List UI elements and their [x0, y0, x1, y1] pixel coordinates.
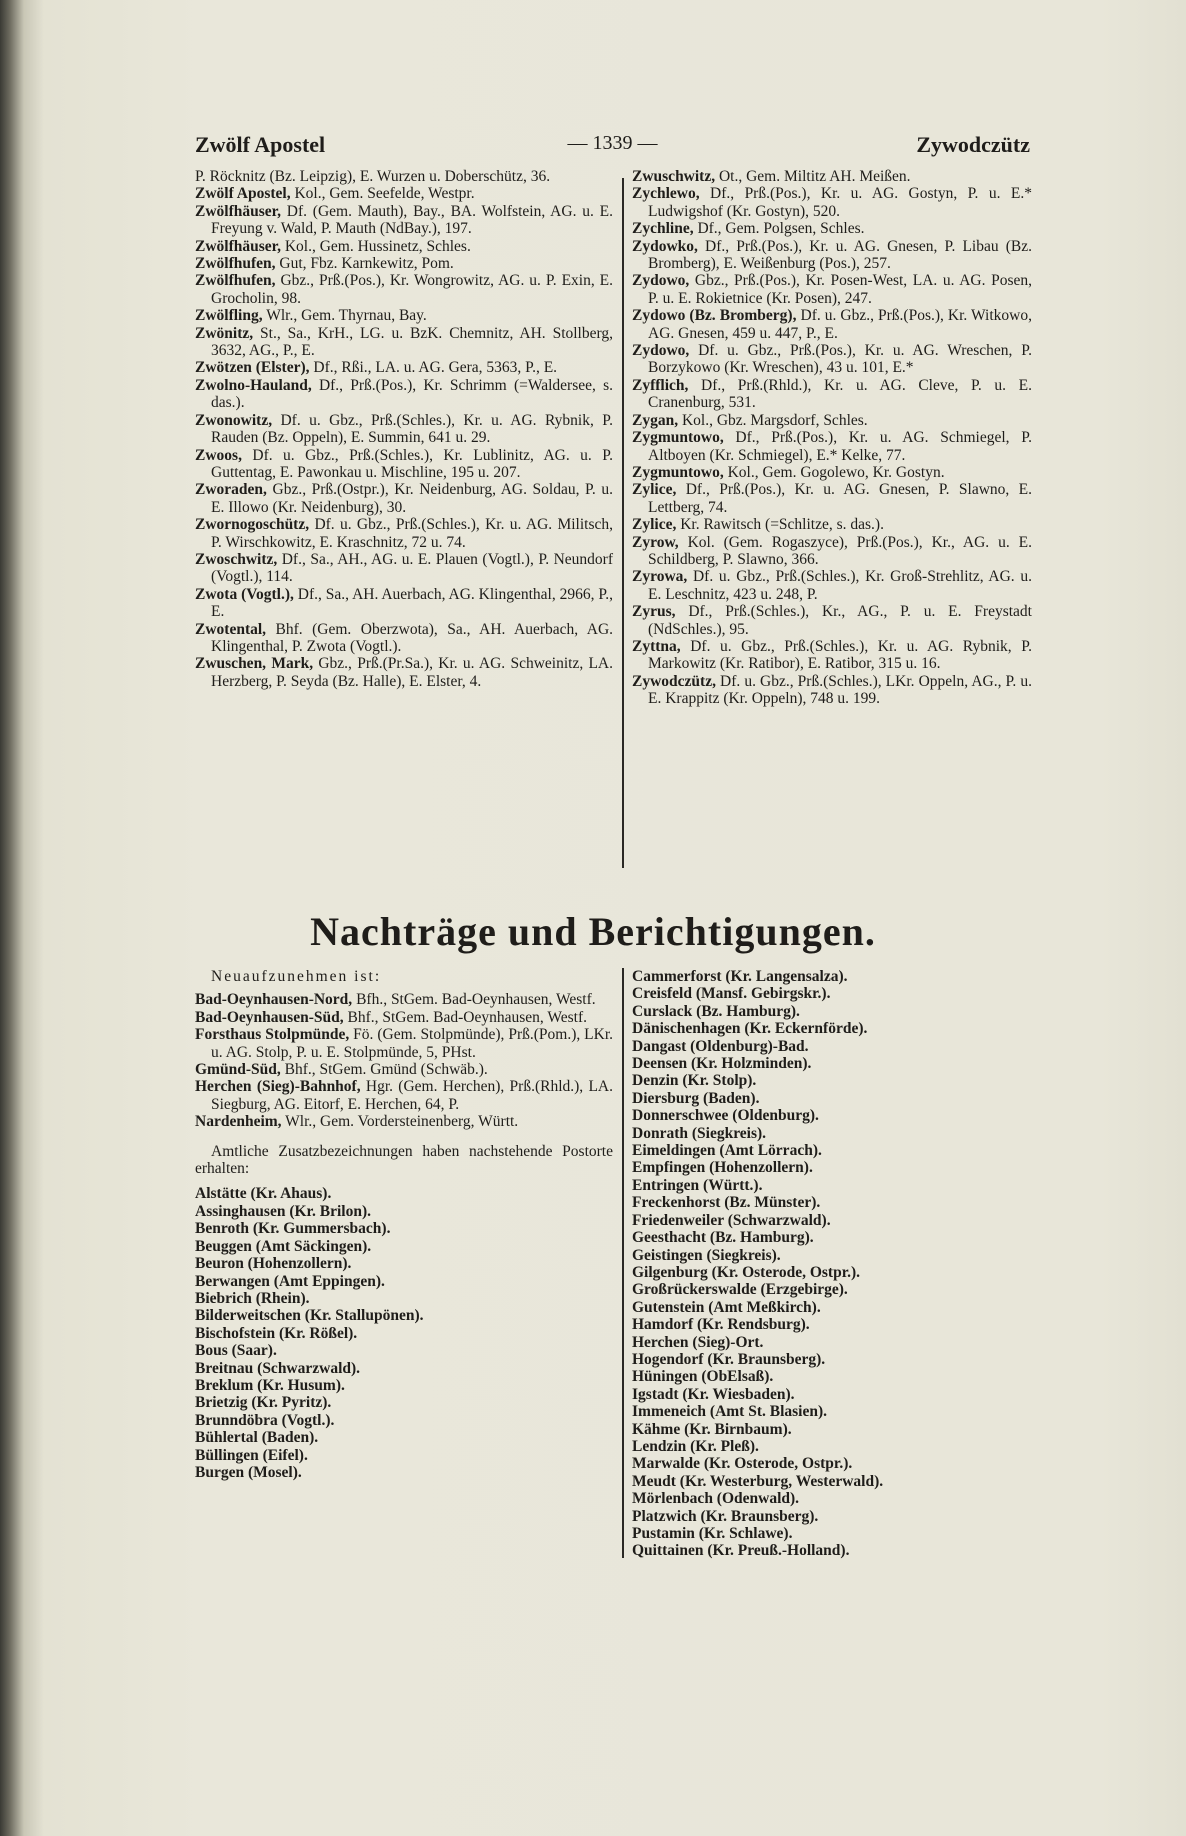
gazetteer-entry	[195, 516, 613, 551]
gazetteer-entry	[195, 359, 613, 376]
entry-details: Kol., Gem. Hussinetz, Schles.	[284, 237, 471, 255]
entry-place-name: Zwölfhufen,	[195, 272, 276, 290]
postort-entry: Hogendorf (Kr. Braunsberg).	[632, 1350, 826, 1368]
gazetteer-entry	[195, 412, 613, 447]
gazetteer-entry	[195, 203, 613, 238]
gazetteer-entry	[632, 516, 1032, 533]
postort-entry: Igstadt (Kr. Wiesbaden).	[632, 1385, 795, 1403]
lower-right-column	[632, 968, 1032, 1560]
entry-place-name: Zwoschwitz,	[195, 550, 278, 568]
entry-place-name: Bad-Oeynhausen-Süd,	[195, 1008, 344, 1026]
entry-place-name: Zwölfling,	[195, 307, 263, 325]
entry-place-name: Zygmuntowo,	[632, 463, 724, 481]
postort-entry: Kähme (Kr. Birnbaum).	[632, 1420, 792, 1438]
entry-details: Bhf., StGem. Gmünd (Schwäb.).	[284, 1061, 488, 1079]
intro-new-entries: Neuaufzunehmen ist:	[211, 968, 382, 985]
entry-details: Gbz., Prß.(Pos.), Kr. Posen-West, LA. u. AG. Posen, P. u. E. Rokietnice (Kr. Posen), 247.	[648, 272, 1032, 307]
postort-entry: Berwangen (Amt Eppingen).	[195, 1272, 385, 1290]
gazetteer-entry	[632, 638, 1032, 673]
gazetteer-entry	[195, 447, 613, 482]
postort-entry: Diersburg (Baden).	[632, 1089, 760, 1107]
entry-place-name: Zydowo,	[632, 342, 690, 360]
postort-entry: Herchen (Sieg)-Ort.	[632, 1333, 764, 1351]
postort-entry: Benroth (Kr. Gummersbach).	[195, 1220, 391, 1238]
postort-entry: Marwalde (Kr. Osterode, Ostpr.).	[632, 1455, 853, 1473]
gazetteer-entry	[632, 377, 1032, 412]
entry-place-name: Zwölf Apostel,	[195, 185, 291, 203]
entry-place-name: Zylice,	[632, 516, 677, 534]
entry-details: Kol., Gbz. Margsdorf, Schles.	[681, 411, 868, 429]
postort-entry: Assinghausen (Kr. Brilon).	[195, 1202, 371, 1220]
gazetteer-entry	[195, 168, 613, 185]
postort-entry: Meudt (Kr. Westerburg, Westerwald).	[632, 1472, 884, 1490]
entry-details: Fö. (Gem. Stolpmünde), Prß.(Pom.), LKr. u. AG. Stolp, P. u. E. Stolpmünde, 5, PHst.	[211, 1026, 613, 1061]
entry-place-name: Zwuschwitz,	[632, 168, 716, 185]
postort-entry: Entringen (Württ.).	[632, 1176, 763, 1194]
entry-details: Df. (Gem. Mauth), Bay., BA. Wolfstein, AG. u. E. Freyung v. Wald, P. Mauth (NdBay.), 197.	[211, 202, 613, 238]
gazetteer-entry	[195, 481, 613, 516]
entry-details: Df., Prß.(Pos.), Kr. u. AG. Schmiegel, P. Altboyen (Kr. Schmiegel), E.* Kelke, 77.	[648, 429, 1032, 464]
gazetteer-entry	[195, 991, 613, 1008]
entry-place-name: Zychline,	[632, 220, 694, 238]
gazetteer-entry	[195, 238, 613, 255]
postort-entry: Platzwich (Kr. Braunsberg).	[632, 1507, 819, 1525]
entry-place-name: Zwötzen (Elster),	[195, 359, 310, 377]
entry-details: Ot., Gem. Miltitz AH. Meißen.	[718, 168, 911, 185]
entry-place-name: Zwotental,	[195, 620, 267, 638]
entry-details: Df. u. Gbz., Prß.(Schles.), Kr. u. AG. Rybnik, P. Markowitz (Kr. Ratibor), E. Ratibor, 315 u. 16.	[648, 637, 1032, 673]
postort-entry: Breklum (Kr. Husum).	[195, 1376, 345, 1394]
entry-details: Df. u. Gbz., Prß.(Pos.), Kr. Witkowo, AG. Gnesen, 459 u. 447, P., E.	[648, 307, 1032, 342]
entry-place-name: Zwuschen, Mark,	[195, 655, 314, 673]
lower-left-column	[195, 968, 613, 1481]
postort-entry: Hamdorf (Kr. Rendsburg).	[632, 1316, 810, 1334]
gazetteer-entry	[632, 342, 1032, 377]
entry-place-name: Zyfflich,	[632, 376, 689, 394]
postort-entry: Mörlenbach (Odenwald).	[632, 1490, 800, 1508]
upper-right-column	[632, 168, 1032, 708]
entry-place-name: Forsthaus Stolpmünde,	[195, 1026, 350, 1044]
gazetteer-entry	[195, 307, 613, 324]
postort-entry: Hüningen (ObElsaß).	[632, 1368, 774, 1386]
postort-entry: Quittainen (Kr. Preuß.-Holland).	[632, 1542, 850, 1560]
entry-place-name: Zygmuntowo,	[632, 429, 724, 447]
entry-place-name: Zwölfhäuser,	[195, 202, 281, 220]
entry-place-name: Zydowo (Bz. Bromberg),	[632, 307, 797, 325]
gazetteer-entry	[195, 272, 613, 307]
entry-place-name: Herchen (Sieg)-Bahnhof,	[195, 1078, 361, 1096]
entry-place-name: Zychlewo,	[632, 185, 700, 203]
gazetteer-entry	[195, 621, 613, 656]
column-divider	[622, 968, 624, 1558]
gazetteer-entry	[632, 185, 1032, 220]
gazetteer-entry	[195, 1009, 613, 1026]
postort-entry: Eimeldingen (Amt Lörrach).	[632, 1142, 822, 1160]
postort-entry: Curslack (Bz. Hamburg).	[632, 1002, 800, 1020]
gazetteer-entry	[195, 586, 613, 621]
postort-entry: Deensen (Kr. Holzminden).	[632, 1055, 812, 1073]
entry-place-name: Zwota (Vogtl.),	[195, 585, 294, 603]
postort-entry: Bous (Saar).	[195, 1342, 277, 1360]
entry-details: Hgr. (Gem. Herchen), Prß.(Rhld.), LA. Siegburg, AG. Eitorf, E. Herchen, 64, P.	[211, 1078, 613, 1113]
gazetteer-entry	[195, 1026, 613, 1061]
entry-place-name: Zydowko,	[632, 237, 698, 255]
entry-details: Df., Rßi., LA. u. AG. Gera, 5363, P., E.	[313, 359, 558, 377]
gazetteer-entry	[632, 220, 1032, 237]
postort-entry: Büllingen (Eifel).	[195, 1446, 308, 1464]
gazetteer-entry	[195, 551, 613, 586]
entry-details: Df., Prß.(Pos.), Kr. Schrimm (=Waldersee, s. das.).	[211, 376, 613, 412]
postort-entry: Denzin (Kr. Stolp).	[632, 1072, 757, 1090]
entry-place-name: Bad-Oeynhausen-Nord,	[195, 991, 353, 1009]
gazetteer-entry	[632, 481, 1032, 516]
entry-place-name: Nardenheim,	[195, 1113, 282, 1131]
entry-details: Kol. (Gem. Rogaszyce), Prß.(Pos.), Kr., AG. u. E. Schildberg, P. Slawno, 366.	[648, 533, 1032, 568]
entry-details: Df., Prß.(Pos.), Kr. u. AG. Gnesen, P. Libau (Bz. Bromberg), E. Weißenburg (Pos.), 257.	[648, 237, 1033, 273]
entry-details: Df., Prß.(Pos.), Kr. u. AG. Gostyn, P. u. E.* Ludwigshof (Kr. Gostyn), 520.	[648, 185, 1032, 220]
postort-entry: Bischofstein (Kr. Rößel).	[195, 1324, 358, 1342]
entry-details: Df. u. Gbz., Prß.(Pos.), Kr. u. AG. Wreschen, P. Borzykowo (Kr. Wreschen), 43 u. 101, E.*	[648, 342, 1032, 377]
entry-place-name: Zwornogoschütz,	[195, 516, 310, 534]
postort-entry: Biebrich (Rhein).	[195, 1289, 310, 1307]
upper-left-column	[195, 168, 613, 690]
entry-place-name: Zywodczütz,	[632, 672, 716, 690]
postort-entry: Immeneich (Amt St. Blasien).	[632, 1403, 828, 1421]
entry-details: Df. u. Gbz., Prß.(Schles.), Kr. Groß-Strehlitz, AG. u. E. Leschnitz, 423 u. 248, P.	[648, 568, 1033, 603]
entry-details: P. Röcknitz (Bz. Leipzig), E. Wurzen u. Doberschütz, 36.	[195, 168, 551, 185]
gazetteer-entry	[632, 429, 1032, 464]
postort-entry: Friedenweiler (Schwarzwald).	[632, 1211, 831, 1229]
postort-entry: Geesthacht (Bz. Hamburg).	[632, 1229, 814, 1247]
entry-details: Df. u. Gbz., Prß.(Schles.), Kr. Lublinitz, AG. u. P. Guttentag, E. Pawonkau u. Mischline, 195 u. 207.	[211, 446, 613, 481]
gazetteer-entry	[195, 377, 613, 412]
gazetteer-entry	[195, 255, 613, 272]
entry-details: Gbz., Prß.(Pos.), Kr. Wongrowitz, AG. u. P. Exin, E. Grocholin, 98.	[211, 272, 614, 307]
entry-details: Df. u. Gbz., Prß.(Schles.), Kr. u. AG. Rybnik, P. Rauden (Bz. Oppeln), E. Summin, 641 u. 29.	[211, 411, 613, 447]
entry-details: Df., Gem. Polgsen, Schles.	[697, 220, 865, 238]
entry-place-name: Zyrus,	[632, 603, 676, 621]
entry-place-name: Zworaden,	[195, 481, 267, 499]
entry-place-name: Zwonowitz,	[195, 411, 273, 429]
entry-details: Df., Prß.(Schles.), Kr., AG., P. u. E. Freystadt (NdSchles.), 95.	[648, 603, 1032, 638]
postort-entry: Dänischenhagen (Kr. Eckernförde).	[632, 1020, 868, 1038]
entry-details: Wlr., Gem. Thyrnau, Bay.	[266, 307, 427, 325]
entry-details: Kol., Gem. Gogolewo, Kr. Gostyn.	[727, 463, 945, 481]
gazetteer-entry	[632, 568, 1032, 603]
gazetteer-entry	[632, 238, 1032, 273]
postort-entry: Geistingen (Siegkreis).	[632, 1246, 781, 1264]
entry-place-name: Zylice,	[632, 481, 677, 499]
page-number: — 1339 —	[567, 132, 658, 154]
postort-entry: Freckenhorst (Bz. Münster).	[632, 1194, 821, 1212]
gazetteer-entry	[195, 185, 613, 202]
section-title: Nachträge und Berichtigungen.	[310, 909, 876, 954]
postort-entry: Bilderweitschen (Kr. Stallupönen).	[195, 1307, 424, 1325]
entry-place-name: Zwölfhäuser,	[195, 237, 281, 255]
header-last-entry: Zywodczütz	[916, 132, 1030, 157]
gazetteer-entry	[632, 168, 1032, 185]
entry-place-name: Zyrow,	[632, 533, 679, 551]
entry-place-name: Zygan,	[632, 411, 679, 429]
postort-entry: Gilgenburg (Kr. Osterode, Ostpr.).	[632, 1263, 861, 1281]
gazetteer-entry	[632, 307, 1032, 342]
entry-details: Df., Sa., AH., AG. u. E. Plauen (Vogtl.), P. Neundorf (Vogtl.), 114.	[211, 550, 613, 586]
entry-details: Bfh., StGem. Bad-Oeynhausen, Westf.	[356, 991, 596, 1009]
entry-details: Kol., Gem. Seefelde, Westpr.	[294, 185, 475, 203]
postort-entry: Brietzig (Kr. Pyritz).	[195, 1394, 332, 1412]
entry-details: Df. u. Gbz., Prß.(Schles.), LKr. Oppeln, AG., P. u. E. Krappitz (Kr. Oppeln), 748 u. 199.	[648, 672, 1032, 708]
entry-details: Df. u. Gbz., Prß.(Schles.), Kr. u. AG. Militsch, P. Wirschkowitz, E. Kraschnitz, 72 u. 74.	[211, 516, 614, 551]
gazetteer-entry	[632, 412, 1032, 429]
gazetteer-entry	[195, 325, 613, 360]
postort-entry: Creisfeld (Mansf. Gebirgskr.).	[632, 985, 831, 1003]
postort-entry: Pustamin (Kr. Schlawe).	[632, 1525, 793, 1542]
entry-details: Bhf., StGem. Bad-Oeynhausen, Westf.	[347, 1008, 588, 1026]
postort-entry: Breitnau (Schwarzwald).	[195, 1359, 361, 1377]
gazetteer-entry	[195, 1061, 613, 1078]
postort-entry: Burgen (Mosel).	[195, 1463, 302, 1481]
entry-place-name: Zwoos,	[195, 446, 242, 464]
entry-place-name: Zyrowa,	[632, 568, 688, 586]
gazetteer-entry	[195, 655, 613, 690]
postort-entry: Gutenstein (Amt Meßkirch).	[632, 1298, 821, 1316]
gazetteer-entry	[632, 534, 1032, 569]
gazetteer-entry	[632, 673, 1032, 708]
header-first-entry: Zwölf Apostel	[195, 132, 326, 157]
entry-details: Gut, Fbz. Karnkewitz, Pom.	[279, 255, 454, 273]
entry-details: Kr. Rawitsch (=Schlitze, s. das.).	[680, 516, 884, 534]
postort-entry: Beuggen (Amt Säckingen).	[195, 1237, 372, 1255]
postort-entry: Alstätte (Kr. Ahaus).	[195, 1185, 332, 1203]
entry-place-name: Zyttna,	[632, 637, 681, 655]
entry-place-name: Zwölfhufen,	[195, 255, 276, 273]
entry-details: St., Sa., KrH., LG. u. BzK. Chemnitz, AH. Stollberg, 3632, AG., P., E.	[211, 324, 614, 360]
gazetteer-entry	[195, 1113, 613, 1130]
entry-details: Df., Sa., AH. Auerbach, AG. Klingenthal, 2966, P., E.	[211, 585, 614, 621]
gazetteer-entry	[632, 464, 1032, 481]
entry-details: Gbz., Prß.(Pr.Sa.), Kr. u. AG. Schweinitz, LA. Herzberg, P. Seyda (Bz. Halle), E. Elster, 4.	[211, 655, 613, 690]
gazetteer-entry	[632, 603, 1032, 638]
postort-entry: Donnerschwee (Oldenburg).	[632, 1107, 819, 1125]
entry-details: Df., Prß.(Pos.), Kr. u. AG. Gnesen, P. Slawno, E. Lettberg, 74.	[648, 481, 1033, 516]
running-header	[195, 132, 1030, 160]
entry-place-name: Gmünd-Süd,	[195, 1061, 281, 1079]
entry-details: Gbz., Prß.(Ostpr.), Kr. Neidenburg, AG. Soldau, P. u. E. Illowo (Kr. Neidenburg), 30.	[211, 481, 614, 516]
entry-place-name: Zwönitz,	[195, 324, 254, 342]
postort-entry: Großrückerswalde (Erzgebirge).	[632, 1281, 848, 1299]
gazetteer-entry	[195, 1078, 613, 1113]
entry-details: Wlr., Gem. Vordersteinenberg, Württ.	[285, 1113, 519, 1131]
entry-details: Df., Prß.(Rhld.), Kr. u. AG. Cleve, P. u. E. Cranenburg, 531.	[648, 376, 1033, 412]
postort-entry: Cammerforst (Kr. Langensalza).	[632, 968, 848, 985]
gazetteer-entry	[632, 272, 1032, 307]
postort-entry: Bühlertal (Baden).	[195, 1429, 319, 1447]
intro-renamed: Amtliche Zusatzbezeichnungen haben nachstehende Postorte erhalten:	[195, 1142, 613, 1178]
entry-place-name: Zwolno-Hauland,	[195, 376, 312, 394]
entry-place-name: Zydowo,	[632, 272, 690, 290]
postort-entry: Dangast (Oldenburg)-Bad.	[632, 1037, 809, 1055]
postort-entry: Brunndöbra (Vogtl.).	[195, 1411, 335, 1429]
postort-entry: Beuron (Hohenzollern).	[195, 1255, 352, 1273]
entry-details: Bhf. (Gem. Oberzwota), Sa., AH. Auerbach, AG. Klingenthal, P. Zwota (Vogtl.).	[211, 620, 614, 655]
postort-entry: Lendzin (Kr. Pleß).	[632, 1437, 759, 1455]
column-divider	[622, 178, 624, 868]
postort-entry: Empfingen (Hohenzollern).	[632, 1159, 813, 1177]
postort-entry: Donrath (Siegkreis).	[632, 1124, 767, 1142]
